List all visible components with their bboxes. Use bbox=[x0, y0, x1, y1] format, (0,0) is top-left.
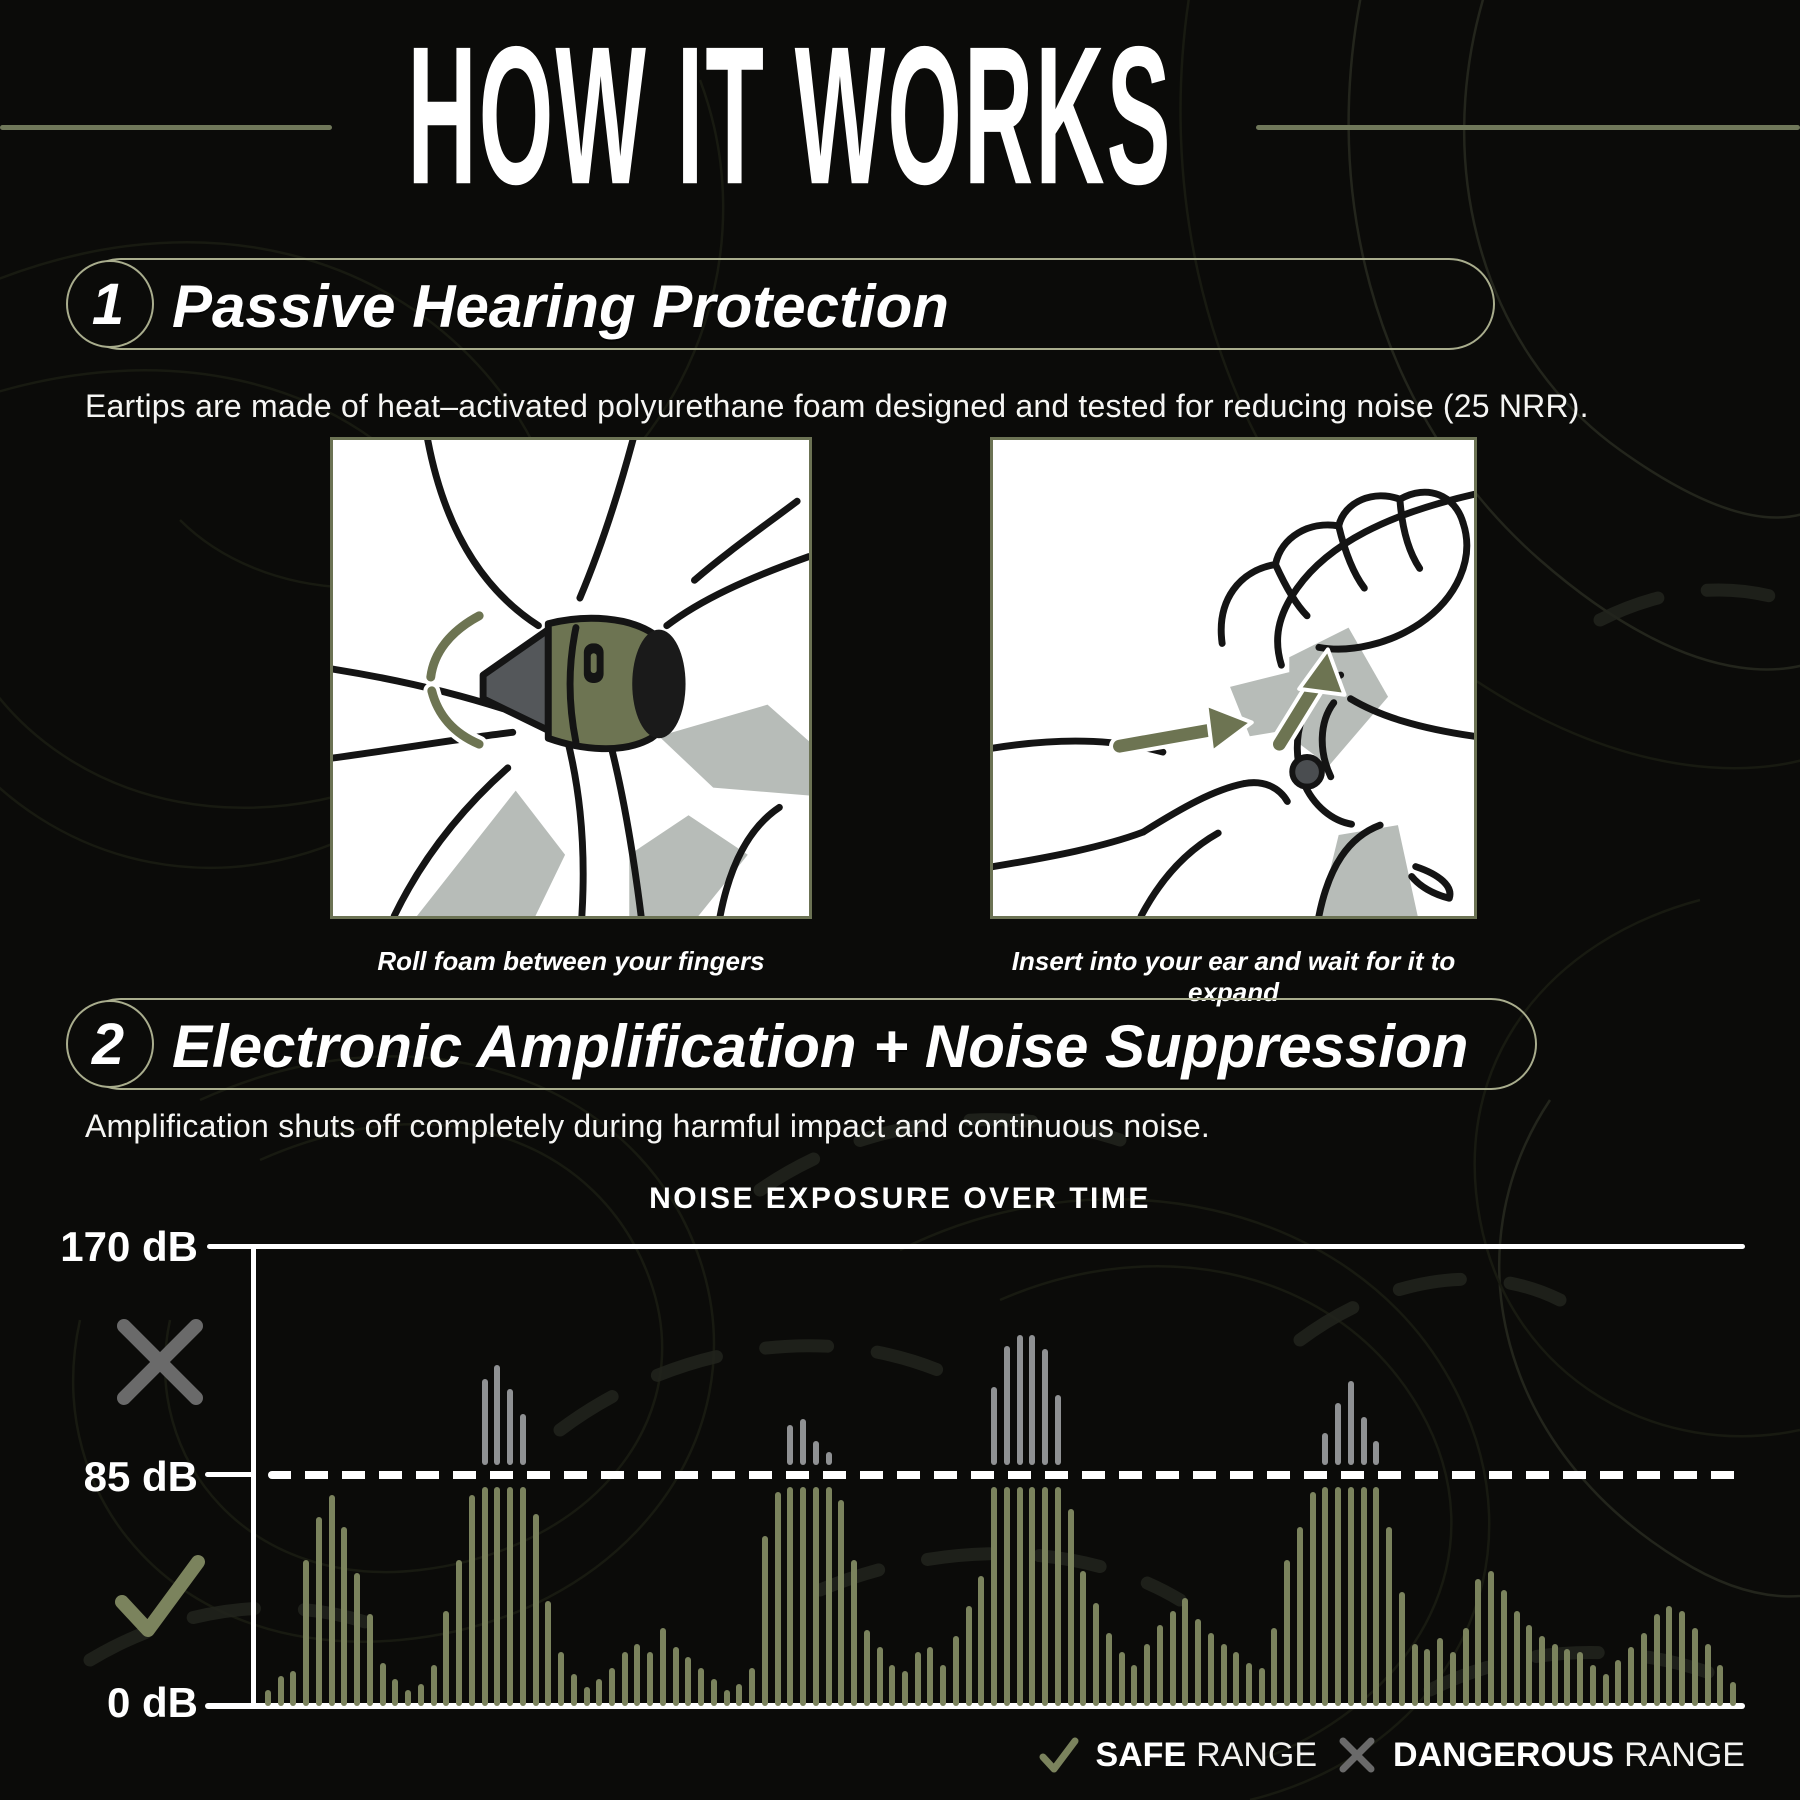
noise-bar bbox=[851, 1560, 857, 1706]
noise-bar bbox=[889, 1665, 895, 1706]
noise-bar bbox=[1641, 1633, 1647, 1706]
noise-bar bbox=[1450, 1652, 1456, 1706]
roll-foam-illustration bbox=[333, 440, 809, 916]
noise-bar bbox=[647, 1652, 653, 1706]
section-1-number: 1 bbox=[91, 271, 125, 337]
legend-safe bbox=[1037, 1733, 1317, 1777]
section-2-number-badge bbox=[66, 1000, 154, 1088]
noise-bar bbox=[1068, 1509, 1074, 1707]
noise-bar bbox=[1233, 1652, 1239, 1706]
noise-bar bbox=[877, 1647, 883, 1707]
noise-bar bbox=[991, 1487, 997, 1706]
noise-bar bbox=[278, 1676, 284, 1706]
noise-bar bbox=[1577, 1652, 1583, 1706]
section-2-number: 2 bbox=[91, 1011, 125, 1077]
noise-bar bbox=[1310, 1492, 1316, 1706]
noise-bar-dangerous bbox=[826, 1452, 832, 1466]
noise-bar bbox=[838, 1500, 844, 1706]
legend-dangerous-suffix: RANGE bbox=[1624, 1735, 1745, 1774]
noise-bar bbox=[1029, 1487, 1035, 1706]
noise-bar bbox=[303, 1560, 309, 1706]
noise-bar bbox=[1157, 1625, 1163, 1706]
title-rule-left bbox=[0, 125, 332, 130]
noise-bar bbox=[1717, 1665, 1723, 1706]
noise-bar-dangerous bbox=[1055, 1395, 1061, 1465]
noise-bar bbox=[1386, 1527, 1392, 1706]
noise-bar bbox=[1208, 1633, 1214, 1706]
noise-bar bbox=[634, 1644, 640, 1706]
noise-bar bbox=[520, 1487, 526, 1706]
noise-bar bbox=[1182, 1598, 1188, 1706]
noise-bar bbox=[685, 1657, 691, 1706]
noise-bar bbox=[316, 1517, 322, 1706]
noise-bar bbox=[507, 1487, 513, 1706]
noise-bar bbox=[584, 1687, 590, 1706]
noise-bar bbox=[1615, 1660, 1621, 1706]
noise-bar bbox=[1004, 1487, 1010, 1706]
noise-bar bbox=[1564, 1649, 1570, 1706]
noise-bar bbox=[698, 1668, 704, 1706]
noise-bar bbox=[1705, 1644, 1711, 1706]
noise-bar bbox=[1322, 1487, 1328, 1706]
noise-bar bbox=[431, 1665, 437, 1706]
noise-bar bbox=[813, 1487, 819, 1706]
noise-bar bbox=[1603, 1674, 1609, 1707]
noise-bar bbox=[762, 1536, 768, 1707]
noise-bar bbox=[673, 1647, 679, 1707]
noise-bar-dangerous bbox=[800, 1419, 806, 1465]
noise-bar bbox=[1514, 1611, 1520, 1706]
noise-bar bbox=[927, 1647, 933, 1707]
noise-bar bbox=[1463, 1628, 1469, 1707]
noise-bar-dangerous bbox=[813, 1441, 819, 1465]
noise-bar bbox=[1590, 1665, 1596, 1706]
noise-bar-dangerous bbox=[494, 1365, 500, 1465]
legend-safe-suffix: RANGE bbox=[1196, 1735, 1318, 1774]
section-1-body: Eartips are made of heat–activated polyurethane foam designed and tested for reducing noise (25 NRR). bbox=[85, 388, 1589, 424]
noise-bar bbox=[545, 1601, 551, 1707]
noise-bar bbox=[1679, 1611, 1685, 1706]
threshold-tick-85db bbox=[205, 1472, 255, 1477]
noise-bar bbox=[749, 1668, 755, 1706]
noise-bar bbox=[1692, 1628, 1698, 1707]
chart-legend bbox=[1037, 1733, 1745, 1777]
noise-bar-dangerous bbox=[1373, 1441, 1379, 1465]
noise-bar bbox=[354, 1573, 360, 1706]
noise-bar bbox=[711, 1679, 717, 1706]
noise-bar bbox=[1106, 1633, 1112, 1706]
noise-bar-dangerous bbox=[991, 1387, 997, 1466]
panel-roll-foam bbox=[330, 437, 812, 919]
dangerous-zone-x-icon bbox=[108, 1310, 212, 1414]
noise-bar bbox=[341, 1527, 347, 1706]
ytick-85db: 85 dB bbox=[83, 1453, 198, 1500]
section-1-heading: Passive Hearing Protection bbox=[172, 273, 949, 340]
noise-bar bbox=[1501, 1590, 1507, 1706]
noise-bar bbox=[1628, 1647, 1634, 1707]
noise-bar bbox=[1271, 1628, 1277, 1707]
noise-bar bbox=[418, 1684, 424, 1706]
noise-bar bbox=[1488, 1571, 1494, 1706]
safe-zone-check-icon bbox=[108, 1544, 212, 1648]
noise-bar bbox=[265, 1690, 271, 1706]
caption-roll-foam: Roll foam between your fingers bbox=[377, 946, 765, 976]
noise-bar bbox=[902, 1671, 908, 1706]
noise-bar bbox=[953, 1636, 959, 1706]
title-rule-right bbox=[1256, 125, 1800, 130]
noise-bar bbox=[1195, 1619, 1201, 1706]
noise-bar bbox=[443, 1611, 449, 1706]
noise-bar bbox=[724, 1690, 730, 1706]
noise-bar-dangerous bbox=[1348, 1381, 1354, 1465]
noise-bar bbox=[469, 1495, 475, 1706]
noise-bar bbox=[1730, 1682, 1736, 1706]
noise-bar-dangerous bbox=[1361, 1417, 1367, 1466]
noise-bar bbox=[1424, 1649, 1430, 1706]
noise-bar bbox=[1284, 1560, 1290, 1706]
noise-bar bbox=[1412, 1644, 1418, 1706]
panel-insert-ear bbox=[990, 437, 1477, 919]
noise-bar bbox=[1017, 1487, 1023, 1706]
noise-bar bbox=[915, 1652, 921, 1706]
page-title-text: HOW IT WORKS bbox=[407, 6, 1173, 227]
section-1-number-badge bbox=[66, 260, 154, 348]
noise-bar bbox=[622, 1652, 628, 1706]
noise-bar bbox=[494, 1487, 500, 1706]
page-title bbox=[300, 6, 1280, 227]
noise-bar bbox=[1361, 1487, 1367, 1706]
noise-bar bbox=[978, 1576, 984, 1706]
noise-bar bbox=[1335, 1487, 1341, 1706]
noise-bar bbox=[1259, 1668, 1265, 1706]
x-icon bbox=[1335, 1733, 1379, 1777]
noise-bar bbox=[1348, 1487, 1354, 1706]
noise-bar bbox=[826, 1487, 832, 1706]
noise-bar bbox=[736, 1684, 742, 1706]
chart-bars bbox=[253, 1246, 1745, 1706]
check-icon bbox=[1037, 1733, 1081, 1777]
legend-safe-label: SAFE bbox=[1095, 1735, 1187, 1774]
section-2-body: Amplification shuts off completely during harmful impact and continuous noise. bbox=[85, 1108, 1210, 1144]
noise-bar bbox=[1080, 1571, 1086, 1706]
noise-bar bbox=[482, 1487, 488, 1706]
noise-bar bbox=[571, 1674, 577, 1707]
noise-bar-dangerous bbox=[1042, 1349, 1048, 1465]
noise-bar bbox=[380, 1663, 386, 1706]
noise-bar bbox=[1666, 1606, 1672, 1706]
noise-bar bbox=[1654, 1614, 1660, 1706]
noise-bar bbox=[1373, 1487, 1379, 1706]
legend-dangerous-label: DANGEROUS bbox=[1393, 1735, 1615, 1774]
noise-bar bbox=[1246, 1663, 1252, 1706]
legend-dangerous bbox=[1335, 1733, 1745, 1777]
noise-bar-dangerous bbox=[787, 1425, 793, 1466]
noise-bar bbox=[329, 1495, 335, 1706]
noise-bar bbox=[367, 1614, 373, 1706]
noise-bar bbox=[1297, 1527, 1303, 1706]
noise-bar bbox=[660, 1628, 666, 1707]
noise-bar-dangerous bbox=[520, 1414, 526, 1465]
noise-bar-dangerous bbox=[1029, 1335, 1035, 1465]
ytick-170db: 170 dB bbox=[60, 1223, 198, 1270]
noise-bar-dangerous bbox=[1322, 1433, 1328, 1466]
noise-bar bbox=[787, 1487, 793, 1706]
noise-bar bbox=[1131, 1665, 1137, 1706]
noise-bar bbox=[1144, 1644, 1150, 1706]
ytick-0db: 0 dB bbox=[106, 1679, 198, 1726]
noise-bar bbox=[1170, 1611, 1176, 1706]
noise-bar bbox=[1119, 1652, 1125, 1706]
noise-bar bbox=[405, 1690, 411, 1706]
noise-bar bbox=[1552, 1644, 1558, 1706]
noise-bar bbox=[1539, 1636, 1545, 1706]
chart-title: NOISE EXPOSURE OVER TIME bbox=[649, 1182, 1151, 1215]
noise-bar-dangerous bbox=[507, 1389, 513, 1465]
noise-bar bbox=[1399, 1592, 1405, 1706]
noise-bar bbox=[533, 1514, 539, 1706]
noise-bar bbox=[800, 1487, 806, 1706]
noise-bar bbox=[392, 1679, 398, 1706]
noise-bar bbox=[1437, 1638, 1443, 1706]
section-2-heading: Electronic Amplification + Noise Suppression bbox=[172, 1013, 1469, 1080]
noise-bar bbox=[1526, 1625, 1532, 1706]
noise-bar bbox=[940, 1665, 946, 1706]
insert-ear-illustration bbox=[993, 440, 1474, 916]
noise-bar-dangerous bbox=[482, 1379, 488, 1466]
noise-bar bbox=[1055, 1487, 1061, 1706]
caption-insert-ear: Insert into your ear and wait for it to expand bbox=[1011, 946, 1456, 1007]
noise-bar bbox=[558, 1652, 564, 1706]
noise-bar bbox=[775, 1492, 781, 1706]
noise-bar bbox=[1475, 1579, 1481, 1706]
noise-bar bbox=[1093, 1603, 1099, 1706]
noise-bar bbox=[1042, 1487, 1048, 1706]
noise-bar bbox=[864, 1630, 870, 1706]
noise-bar bbox=[609, 1668, 615, 1706]
noise-bar bbox=[290, 1671, 296, 1706]
noise-bar-dangerous bbox=[1004, 1346, 1010, 1465]
noise-bar bbox=[596, 1679, 602, 1706]
noise-bar-dangerous bbox=[1335, 1403, 1341, 1465]
noise-bar bbox=[966, 1606, 972, 1706]
noise-bar-dangerous bbox=[1017, 1335, 1023, 1465]
noise-bar bbox=[456, 1560, 462, 1706]
noise-bar bbox=[1221, 1644, 1227, 1706]
